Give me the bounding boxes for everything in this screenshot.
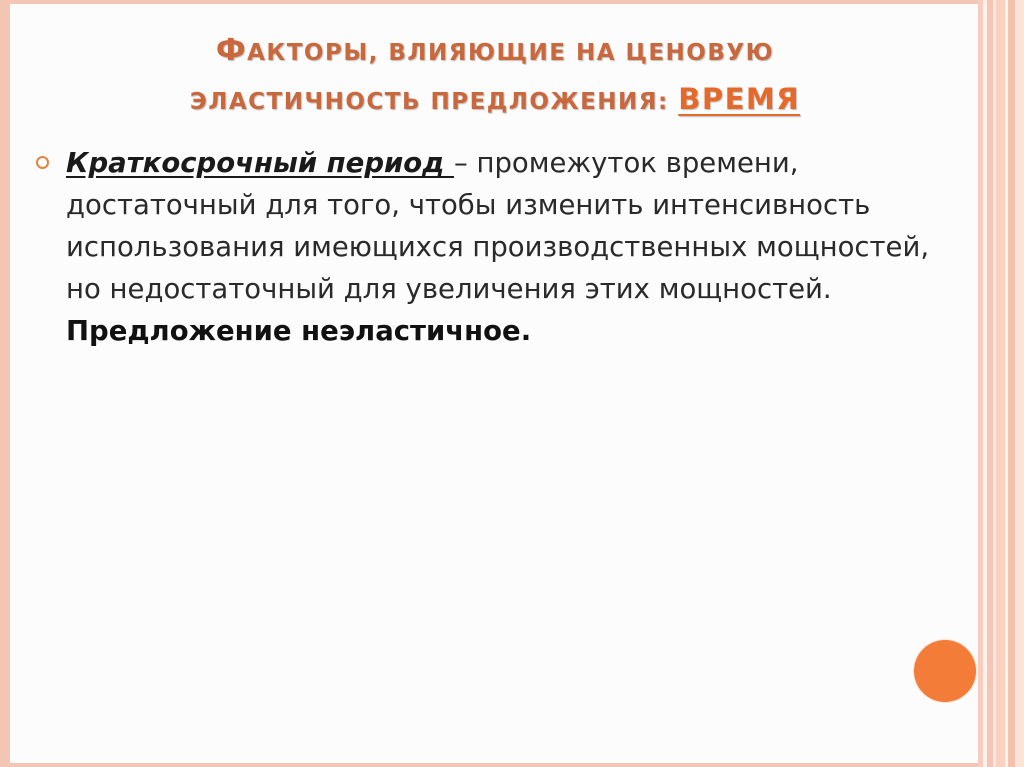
- definition-text: – промежуток времени, достаточный для того, чтобы изменить интенсивность использования имеющихся производственных мощностей, но недостаточный для увеличения этих мощностей.: [66, 147, 930, 305]
- title-line-1-text: АКТОРЫ, ВЛИЯЮЩИЕ НА ЦЕНОВУЮ: [247, 40, 775, 66]
- title-initial: Ф: [215, 33, 248, 68]
- decorative-orange-circle: [914, 640, 976, 702]
- frame-bottom-border: [0, 763, 978, 767]
- bullet-ring-icon: [36, 156, 49, 169]
- bullet-paragraph: [66, 142, 956, 352]
- conclusion-text: Предложение неэластичное.: [66, 315, 532, 347]
- frame-left-border: [0, 0, 10, 767]
- content-area: [36, 142, 956, 352]
- bullet-item: [36, 142, 956, 352]
- slide-title: [60, 28, 930, 125]
- right-decorative-stripes: [978, 0, 1024, 767]
- title-line-1: [60, 28, 930, 76]
- title-accent-word: ВРЕМЯ: [678, 82, 801, 116]
- term-short-run: Краткосрочный период: [66, 147, 454, 179]
- title-line-2: [60, 76, 930, 125]
- frame-top-border: [0, 0, 978, 4]
- title-line-2-text: ЭЛАСТИЧНОСТЬ ПРЕДЛОЖЕНИЯ:: [189, 89, 679, 115]
